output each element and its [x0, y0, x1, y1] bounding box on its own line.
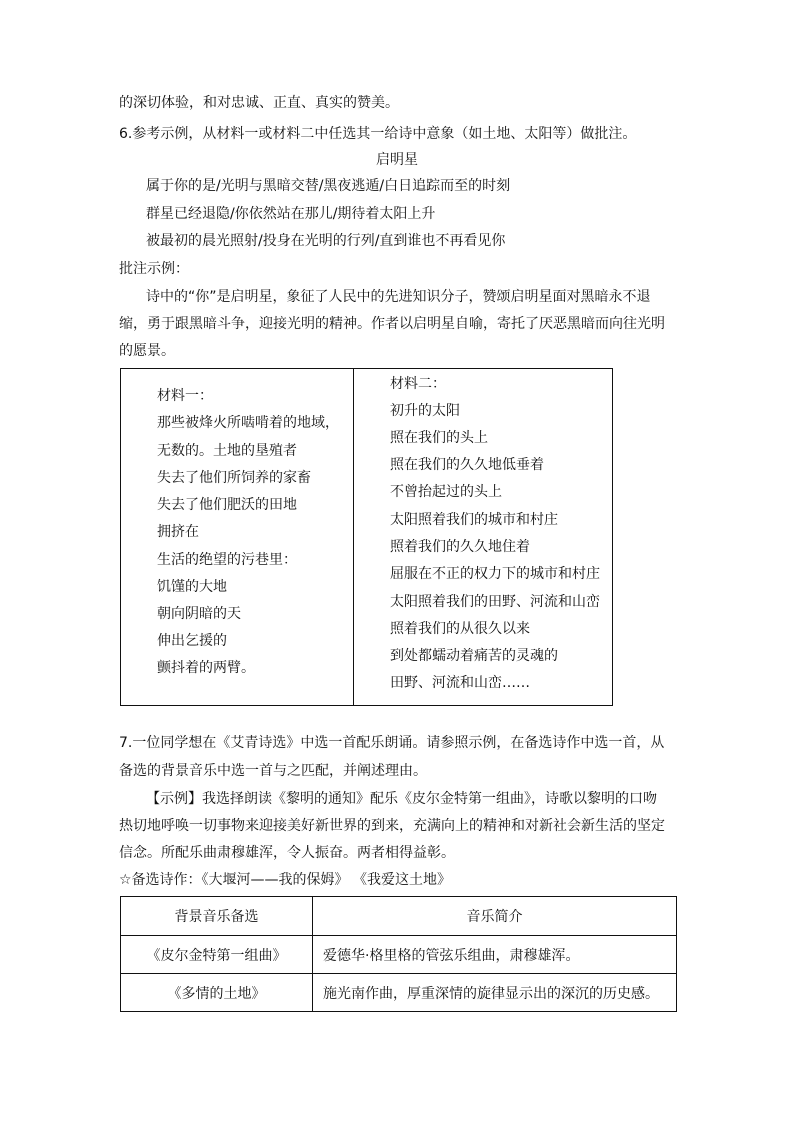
example-label: 批注示例：	[119, 261, 189, 277]
material-two-line: 照着我们的久久地住着	[390, 539, 530, 555]
q7-prompt-line: 7.一位同学想在《艾青诗选》中选一首配乐朗诵。请参照示例，在备选诗作中选一首，从	[119, 735, 665, 751]
example-line: 的愿景。	[119, 343, 175, 359]
material-one-line: 无数的。土地的垦殖者	[157, 443, 297, 459]
example-line: 缩，勇于跟黑暗斗争，迎接光明的精神。作者以启明星自喻，寄托了厌恶黑暗而向往光明	[119, 316, 665, 332]
table-row	[121, 936, 677, 974]
material-one-line: 那些被烽火所啮啃着的地域，	[157, 415, 339, 431]
material-one-line: 生活的绝望的污巷里：	[157, 552, 297, 568]
material-one-line: 伸出乞援的	[157, 633, 227, 649]
material-one-line: 饥馑的大地	[157, 579, 227, 595]
table-cell: 爱德华·格里格的管弦乐组曲，肃穆雄浑。	[313, 936, 677, 974]
table-header-row	[121, 897, 677, 936]
intro-tail: 的深切体验，和对忠诚、正直、真实的赞美。	[119, 95, 399, 111]
material-two-line: 田野、河流和山峦……	[390, 675, 530, 691]
poem-title: 启明星	[376, 152, 418, 168]
materials-divider	[353, 368, 354, 706]
material-one-line: 拥挤在	[157, 524, 199, 540]
material-two-line: 太阳照着我们的田野、河流和山峦	[390, 594, 600, 610]
material-two-line: 照着我们的从很久以来	[390, 621, 530, 637]
table-row	[121, 974, 677, 1012]
material-two-line: 照在我们的头上	[390, 430, 488, 446]
q6-prompt: 6.参考示例，从材料一或材料二中任选其一给诗中意象（如土地、太阳等）做批注。	[119, 126, 637, 142]
music-table	[120, 896, 677, 1012]
example-line: 诗中的“你”是启明星，象征了人民中的先进知识分子，赞颂启明星面对黑暗永不退	[146, 289, 651, 305]
table-header: 背景音乐备选	[121, 897, 313, 936]
material-two-line: 屈服在不正的权力下的城市和村庄	[390, 566, 600, 582]
material-one-line: 失去了他们所饲养的家畜	[157, 470, 311, 486]
material-two-title: 材料二：	[390, 376, 446, 392]
q7-example-line: 【示例】我选择朗读《黎明的通知》配乐《皮尔金特第一组曲》，诗歌以黎明的口吻	[146, 791, 657, 807]
q7-example-line: 信念。所配乐曲肃穆雄浑，令人振奋。两者相得益彰。	[119, 845, 455, 861]
poem-line: 属于你的是/光明与黑暗交替/黑夜逃遁/白日追踪而至的时刻	[146, 178, 511, 194]
material-two-line: 初升的太阳	[390, 403, 460, 419]
material-one-line: 颤抖着的两臂。	[157, 660, 255, 676]
q7-example-line: 热切地呼唤一切事物来迎接美好新世界的到来，充满向上的精神和对新社会新生活的坚定	[119, 818, 665, 834]
poem-line: 群星已经退隐/你依然站在那儿/期待着太阳上升	[146, 206, 436, 222]
material-one-title: 材料一：	[157, 388, 213, 404]
table-cell: 《多情的土地》	[121, 974, 313, 1012]
material-two-line: 太阳照着我们的城市和村庄	[390, 512, 558, 528]
poem-line: 被最初的晨光照射/投身在光明的行列/直到谁也不再看见你	[146, 233, 506, 249]
material-two-line: 照在我们的久久地低垂着	[390, 457, 544, 473]
material-two-line: 不曾抬起过的头上	[390, 484, 502, 500]
q7-prompt-line: 备选的背景音乐中选一首与之匹配，并阐述理由。	[119, 763, 427, 779]
table-cell: 《皮尔金特第一组曲》	[121, 936, 313, 974]
q7-candidates: ☆备选诗作：《大堰河——我的保姆》 《我爱这土地》	[119, 872, 451, 888]
table-cell: 施光南作曲，厚重深情的旋律显示出的深沉的历史感。	[313, 974, 677, 1012]
material-two-line: 到处都蠕动着痛苦的灵魂的	[390, 648, 558, 664]
material-one-line: 朝向阴暗的天	[157, 606, 241, 622]
table-header: 音乐简介	[313, 897, 677, 936]
material-one-line: 失去了他们肥沃的田地	[157, 497, 297, 513]
